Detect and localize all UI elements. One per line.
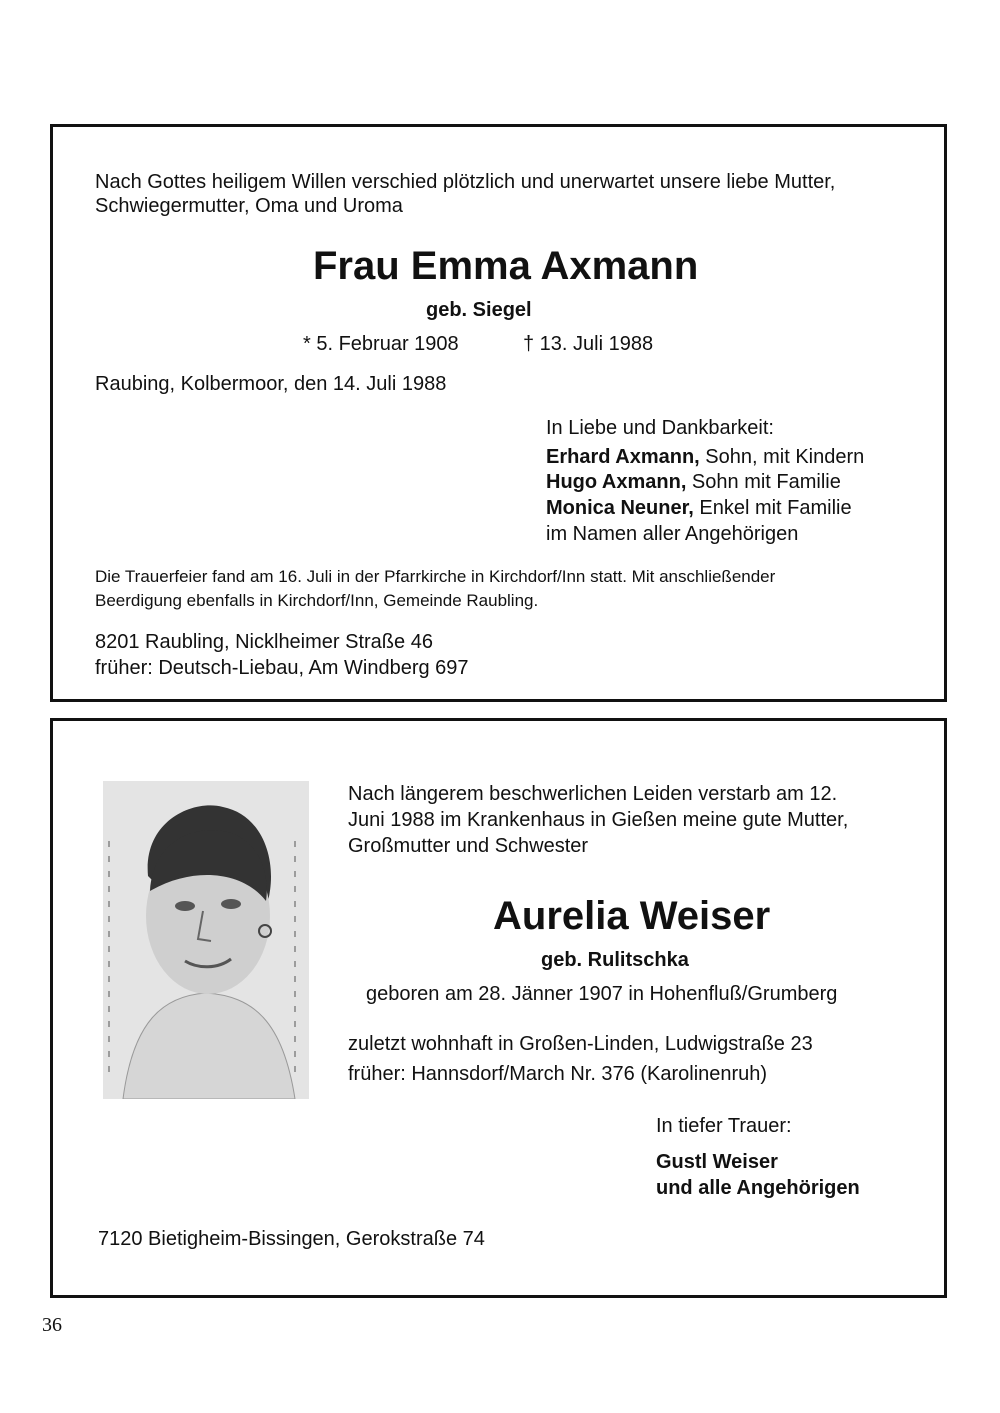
address-line-2: früher: Deutsch-Liebau, Am Windberg 697 — [95, 657, 469, 679]
address: 7120 Bietigheim-Bissingen, Gerokstraße 74 — [98, 1228, 485, 1250]
birth-date: * 5. Februar 1908 — [303, 333, 459, 355]
portrait-image-icon — [103, 781, 309, 1099]
birth-name: geb. Siegel — [426, 299, 532, 321]
mourner-name: Erhard Axmann, — [546, 446, 700, 468]
intro-text-line-1: Nach Gottes heiligem Willen verschied plötzlich und unerwartet unsere liebe Mutter, — [95, 171, 836, 193]
mourner-line — [546, 469, 841, 495]
mourner-name: Gustl Weiser — [656, 1151, 778, 1173]
intro-text-line-1: Nach längerem beschwerlichen Leiden verstarb am 12. — [348, 783, 838, 805]
mourners-closing: im Namen aller Angehörigen — [546, 523, 799, 545]
residence-line-2: früher: Hannsdorf/March Nr. 376 (Karolinenruh) — [348, 1063, 768, 1085]
intro-text-line-2: Schwiegermutter, Oma und Uroma — [95, 195, 403, 217]
mourner-line — [546, 444, 864, 470]
mourner-relation: Enkel mit Familie — [693, 497, 852, 519]
funeral-text-line-2: Beerdigung ebenfalls in Kirchdorf/Inn, Gemeinde Raubling. — [95, 591, 539, 610]
mourner-line — [546, 495, 852, 521]
mourner-name: Hugo Axmann, — [546, 471, 687, 493]
obituary-notice-axmann — [50, 124, 947, 702]
obituary-notice-weiser — [50, 718, 947, 1298]
mourner-relation: Sohn mit Familie — [686, 471, 841, 493]
mourners-heading: In tiefer Trauer: — [656, 1115, 792, 1137]
place-and-date: Raubing, Kolbermoor, den 14. Juli 1988 — [95, 373, 447, 395]
intro-text-line-2: Juni 1988 im Krankenhaus in Gießen meine gute Mutter, — [348, 809, 849, 831]
residence-line-1: zuletzt wohnhaft in Großen-Linden, Ludwigstraße 23 — [348, 1033, 813, 1055]
portrait-photo — [103, 781, 309, 1099]
intro-text-line-3: Großmutter und Schwester — [348, 835, 589, 857]
birth-name: geb. Rulitschka — [541, 949, 689, 971]
funeral-text-line-1: Die Trauerfeier fand am 16. Juli in der Pfarrkirche in Kirchdorf/Inn statt. Mit anschließender — [95, 567, 776, 586]
mourner-relation: Sohn, mit Kindern — [699, 446, 865, 468]
birth-date-place: geboren am 28. Jänner 1907 in Hohenfluß/Grumberg — [366, 983, 838, 1005]
mourners-heading: In Liebe und Dankbarkeit: — [546, 417, 774, 439]
deceased-name: Aurelia Weiser — [493, 894, 771, 938]
address-line-1: 8201 Raubling, Nicklheimer Straße 46 — [95, 631, 433, 653]
mourners-closing: und alle Angehörigen — [656, 1177, 860, 1199]
mourner-name: Monica Neuner, — [546, 497, 694, 519]
deceased-name: Frau Emma Axmann — [313, 244, 699, 288]
death-date: † 13. Juli 1988 — [523, 333, 654, 355]
page-number: 36 — [42, 1314, 62, 1336]
